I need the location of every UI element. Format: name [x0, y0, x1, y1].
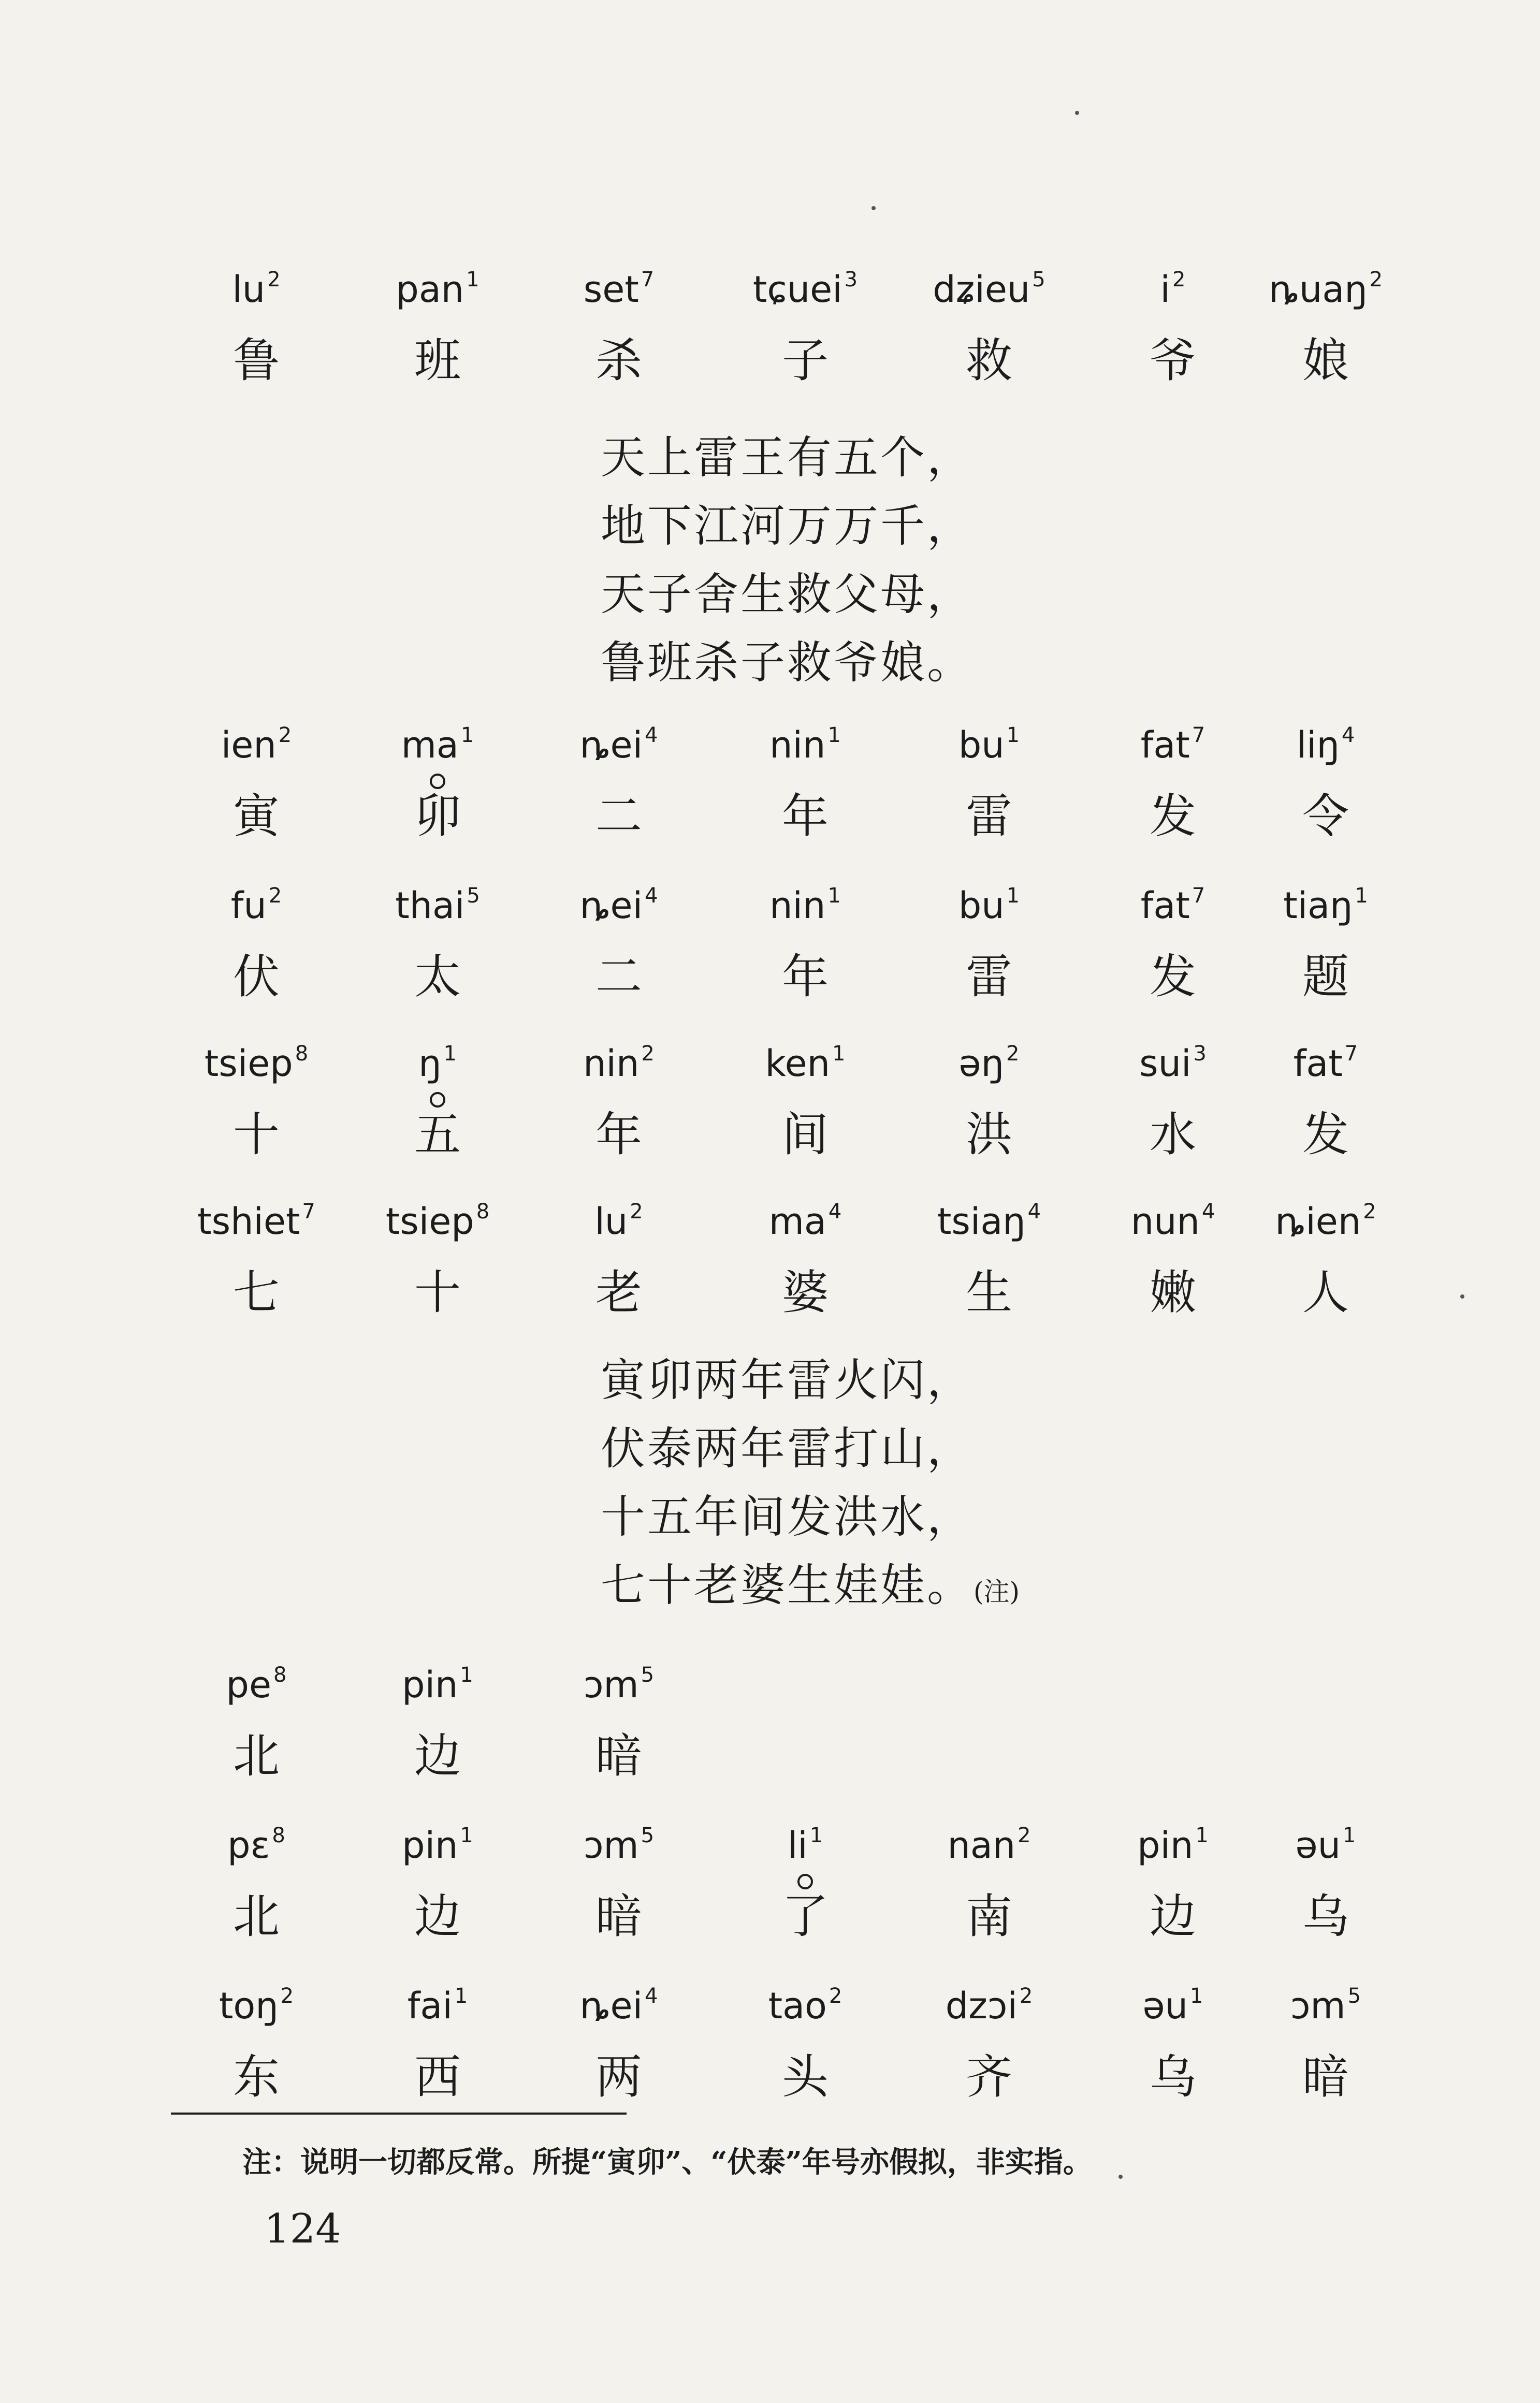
han-character [1302, 789, 1349, 843]
tone-number: 2 [280, 1984, 294, 2008]
han-character [414, 1889, 461, 1944]
han-character-text: 婆 [782, 1265, 829, 1320]
tone-number: 2 [1172, 268, 1186, 292]
tone-number: 1 [827, 723, 841, 747]
han-character-text: 班 [414, 333, 461, 388]
han-character-text: 西 [414, 2050, 461, 2104]
han-character [782, 1889, 829, 1944]
tone-number: 5 [1347, 1984, 1361, 2008]
note-marker: (注) [974, 1577, 1020, 1607]
tone-number: 1 [1342, 1824, 1356, 1847]
romanization-syllable: fu [230, 884, 267, 927]
romanization-syllable: tɕuei [752, 268, 842, 311]
han-character [595, 1108, 642, 1162]
han-character-text: 间 [782, 1108, 829, 1162]
romanization-syllable: tsiep [204, 1042, 293, 1085]
han-character-text: 人 [1302, 1265, 1349, 1320]
han-character-text: 十 [233, 1108, 280, 1162]
romanization-syllable: tshiet [197, 1200, 300, 1243]
tone-number: 7 [1192, 723, 1205, 747]
tone-number: 1 [454, 1984, 468, 2008]
han-character [233, 1729, 280, 1783]
han-character-text: 子 [782, 333, 829, 388]
romanization-syllable: tsiep [385, 1200, 474, 1243]
tone-number: 2 [1363, 1200, 1376, 1224]
han-character-text: 边 [414, 1729, 461, 1783]
han-character [966, 1889, 1012, 1944]
romanization-syllable: əu [1295, 1824, 1341, 1867]
han-character-text: 嫩 [1150, 1265, 1196, 1320]
romanization [933, 268, 1045, 311]
tone-number: 2 [641, 1042, 655, 1066]
han-character-text: 二 [595, 789, 642, 843]
han-character [414, 1729, 461, 1783]
han-character [233, 1265, 280, 1320]
han-character-text: 年 [782, 789, 829, 843]
romanization [1139, 1042, 1207, 1085]
han-character [966, 789, 1012, 843]
romanization [1140, 884, 1205, 927]
han-character [1302, 1108, 1349, 1162]
tone-number: 2 [1019, 1984, 1033, 2008]
romanization-syllable: ȵei [579, 724, 643, 766]
tone-number: 3 [1193, 1042, 1207, 1066]
romanization-syllable: pan [396, 268, 464, 311]
ring-mark-icon [430, 774, 445, 789]
romanization-syllable: ȵuaŋ [1268, 268, 1368, 311]
han-character-text: 乌 [1150, 2050, 1196, 2104]
tone-number: 7 [1192, 884, 1205, 908]
tone-number: 8 [295, 1042, 309, 1066]
han-character [782, 1108, 829, 1162]
romanization-syllable: sui [1139, 1042, 1192, 1085]
han-character [595, 2050, 642, 2104]
han-character-text: 杀 [595, 333, 642, 388]
han-character-text: 北 [233, 1889, 280, 1944]
han-character-text: 五 [414, 1108, 461, 1162]
han-character-text: 寅 [233, 789, 280, 843]
tone-number: 1 [1189, 1984, 1203, 2008]
romanization-syllable: nin [769, 724, 826, 766]
romanization [1142, 1984, 1203, 2027]
romanization [230, 884, 282, 927]
han-character-text: 令 [1302, 789, 1349, 843]
han-character-text: 十 [414, 1265, 461, 1320]
han-character [1302, 2050, 1349, 2104]
romanization [227, 1824, 285, 1867]
han-character-text: 救 [966, 333, 1012, 388]
romanization-syllable: tao [768, 1985, 827, 2027]
romanization-syllable: əu [1142, 1985, 1188, 2027]
romanization [594, 1200, 643, 1243]
tone-number: 5 [1032, 268, 1045, 292]
romanization [197, 1200, 315, 1243]
romanization-syllable: ȵei [579, 884, 643, 927]
romanization [958, 884, 1020, 927]
han-character-text: 伏 [233, 950, 280, 1004]
han-character [233, 950, 280, 1004]
han-character [414, 950, 461, 1004]
romanization-syllable: ɔm [583, 1664, 639, 1706]
verse-line: 伏泰两年雷打山， [601, 1423, 974, 1475]
romanization-syllable: pin [402, 1824, 458, 1867]
han-character [595, 950, 642, 1004]
romanization-syllable: nun [1130, 1200, 1200, 1243]
tone-number: 1 [827, 884, 841, 908]
tone-number: 2 [1018, 1824, 1031, 1847]
tone-number: 1 [1006, 723, 1020, 747]
han-character [595, 1889, 642, 1944]
romanization [579, 723, 658, 766]
tone-number: 7 [302, 1200, 315, 1224]
romanization-syllable: liŋ [1296, 724, 1340, 766]
han-character [1150, 950, 1196, 1004]
han-character-text: 水 [1150, 1108, 1196, 1162]
romanization [937, 1200, 1041, 1243]
romanization [787, 1824, 823, 1867]
romanization-syllable: dʑieu [933, 268, 1030, 311]
verse-line: 天子舍生救父母， [601, 569, 974, 620]
han-character [966, 333, 1012, 388]
paper-speck [1075, 111, 1079, 115]
han-character-text: 七 [233, 1265, 280, 1320]
romanization [204, 1042, 309, 1085]
verse-line: 天上雷王有五个， [601, 432, 974, 484]
han-character-text: 洪 [966, 1108, 1012, 1162]
romanization [395, 884, 480, 927]
han-character [233, 333, 280, 388]
romanization-syllable: ɔm [1290, 1985, 1346, 2027]
han-character-text: 二 [595, 950, 642, 1004]
tone-number: 2 [829, 1984, 842, 2008]
tone-number: 5 [641, 1824, 655, 1847]
romanization-syllable: bu [958, 724, 1005, 766]
han-character [966, 1108, 1012, 1162]
romanization [958, 723, 1020, 766]
romanization-syllable: thai [395, 884, 465, 927]
romanization [768, 1984, 842, 2027]
romanization-syllable: dzɔi [945, 1985, 1018, 2027]
tone-number: 1 [832, 1042, 846, 1066]
verse-stanza-2 [601, 1346, 1020, 1626]
han-character-text: 头 [782, 2050, 829, 2104]
footnote: 注：说明一切都反常。所提“寅卯”、“伏泰”年号亦假拟，非实指。 [242, 2145, 1092, 2179]
romanization [583, 268, 655, 311]
han-character [966, 950, 1012, 1004]
footnote-rule [171, 2113, 627, 2115]
han-character [414, 1265, 461, 1320]
han-character-text: 爷 [1150, 333, 1196, 388]
romanization [1140, 723, 1205, 766]
tone-number: 8 [272, 1824, 285, 1847]
romanization-syllable: ȵei [579, 1985, 643, 2027]
page-number: 124 [264, 2206, 341, 2252]
romanization [407, 1984, 468, 2027]
romanization-syllable: ɔm [583, 1824, 639, 1867]
han-character [782, 2050, 829, 2104]
verse-line: 十五年间发洪水， [601, 1491, 974, 1543]
verse-line [601, 1551, 1020, 1626]
tone-number: 2 [278, 723, 292, 747]
tone-number: 4 [645, 1984, 658, 2008]
han-character [782, 789, 829, 843]
romanization [579, 1984, 658, 2027]
tone-number: 7 [1344, 1042, 1358, 1066]
romanization [583, 1824, 655, 1867]
romanization-syllable: fat [1140, 884, 1190, 927]
romanization [402, 1663, 473, 1706]
romanization-syllable: nan [947, 1824, 1016, 1867]
romanization-syllable: ma [768, 1200, 826, 1243]
romanization-syllable: pɛ [227, 1824, 270, 1867]
han-character [1302, 1889, 1349, 1944]
romanization-syllable: bu [958, 884, 1005, 927]
romanization [583, 1042, 655, 1085]
tone-number: 4 [1027, 1200, 1041, 1224]
han-character [1302, 333, 1349, 388]
han-character [1150, 789, 1196, 843]
tone-number: 1 [1355, 884, 1368, 908]
han-character-text: 乌 [1302, 1889, 1349, 1944]
tone-number: 2 [267, 268, 281, 292]
tone-number: 1 [460, 723, 474, 747]
han-character-text: 题 [1302, 950, 1349, 1004]
romanization [402, 1824, 473, 1867]
tone-number: 8 [273, 1663, 287, 1687]
romanization-syllable: ken [765, 1042, 831, 1085]
romanization-syllable: fat [1140, 724, 1190, 766]
romanization-syllable: fat [1293, 1042, 1343, 1085]
han-character-text: 边 [414, 1889, 461, 1944]
han-character [414, 789, 461, 843]
romanization-syllable: ma [401, 724, 459, 766]
han-character [782, 1265, 829, 1320]
romanization-syllable: ŋ [418, 1042, 442, 1085]
han-character-text: 发 [1150, 950, 1196, 1004]
verse-line-text: 七十老婆生娃娃。 [601, 1560, 974, 1611]
han-character-text: 发 [1302, 1108, 1349, 1162]
romanization-syllable: əŋ [958, 1042, 1004, 1085]
han-character [414, 1108, 461, 1162]
romanization [1130, 1200, 1215, 1243]
han-character-text: 鲁 [233, 333, 280, 388]
romanization [221, 723, 292, 766]
romanization [579, 884, 658, 927]
romanization-syllable: lu [594, 1200, 628, 1243]
han-character [233, 1108, 280, 1162]
han-character-text: 雷 [966, 950, 1012, 1004]
romanization-syllable: tsiaŋ [937, 1200, 1026, 1243]
han-character [1150, 2050, 1196, 2104]
romanization [769, 884, 841, 927]
han-character [1302, 950, 1349, 1004]
han-character [1150, 1108, 1196, 1162]
han-character-text: 边 [1150, 1889, 1196, 1944]
tone-number: 4 [645, 884, 658, 908]
romanization-syllable: i [1160, 268, 1170, 311]
han-character [1150, 1265, 1196, 1320]
ring-mark-icon [797, 1874, 813, 1889]
han-character [595, 789, 642, 843]
romanization-syllable: tiaŋ [1283, 884, 1353, 927]
han-character-text: 暗 [595, 1729, 642, 1783]
tone-number: 2 [630, 1200, 643, 1224]
han-character-text: 东 [233, 2050, 280, 2104]
romanization [1293, 1042, 1358, 1085]
han-character [233, 1889, 280, 1944]
han-character-text: 暗 [595, 1889, 642, 1944]
romanization [385, 1200, 490, 1243]
romanization [1137, 1824, 1209, 1867]
tone-number: 1 [443, 1042, 457, 1066]
tone-number: 1 [1006, 884, 1020, 908]
romanization [1275, 1200, 1376, 1243]
han-character-text: 北 [233, 1729, 280, 1783]
romanization [768, 1200, 842, 1243]
han-character-text: 卯 [414, 789, 461, 843]
verse-line: 鲁班杀子救爷娘。 [601, 637, 974, 689]
tone-number: 1 [1195, 1824, 1209, 1847]
han-character-text: 年 [595, 1108, 642, 1162]
romanization [945, 1984, 1033, 2027]
han-character-text: 娘 [1302, 333, 1349, 388]
romanization [418, 1042, 457, 1085]
han-character [782, 950, 829, 1004]
han-character-text: 生 [966, 1265, 1012, 1320]
han-character-text: 老 [595, 1265, 642, 1320]
romanization-syllable: set [583, 268, 639, 311]
romanization-syllable: li [787, 1824, 808, 1867]
han-character [414, 2050, 461, 2104]
romanization [1160, 268, 1186, 311]
han-character [1302, 1265, 1349, 1320]
romanization-syllable: ȵien [1275, 1200, 1361, 1243]
tone-number: 1 [466, 268, 480, 292]
tone-number: 4 [1201, 1200, 1215, 1224]
romanization-syllable: fai [407, 1985, 453, 2027]
romanization [1295, 1824, 1356, 1867]
han-character [595, 1729, 642, 1783]
han-character-text: 暗 [1302, 2050, 1349, 2104]
tone-number: 1 [809, 1824, 823, 1847]
romanization [1268, 268, 1383, 311]
romanization [769, 723, 841, 766]
tone-number: 5 [641, 1663, 655, 1687]
han-character [233, 789, 280, 843]
han-character-text: 齐 [966, 2050, 1012, 2104]
romanization [765, 1042, 846, 1085]
romanization-syllable: pe [226, 1664, 272, 1706]
han-character [595, 1265, 642, 1320]
tone-number: 1 [460, 1663, 473, 1687]
romanization [226, 1663, 287, 1706]
romanization [583, 1663, 655, 1706]
romanization-syllable: ien [221, 724, 277, 766]
romanization [752, 268, 858, 311]
paper-speck [871, 206, 876, 210]
han-character-text: 两 [595, 2050, 642, 2104]
romanization [1296, 723, 1355, 766]
tone-number: 5 [467, 884, 480, 908]
romanization [1283, 884, 1368, 927]
romanization-syllable: pin [1137, 1824, 1194, 1867]
romanization-syllable: lu [232, 268, 266, 311]
han-character [966, 2050, 1012, 2104]
verse-line: 寅卯两年雷火闪， [601, 1355, 974, 1406]
han-character [414, 333, 461, 388]
verse-line: 地下江河万万千， [601, 500, 974, 552]
han-character [966, 1265, 1012, 1320]
tone-number: 2 [268, 884, 282, 908]
tone-number: 1 [460, 1824, 473, 1847]
romanization [396, 268, 480, 311]
han-character-text: 发 [1150, 789, 1196, 843]
romanization [1290, 1984, 1361, 2027]
paper-speck [1460, 1294, 1464, 1299]
tone-number: 7 [641, 268, 655, 292]
tone-number: 4 [1341, 723, 1355, 747]
romanization-syllable: pin [402, 1664, 458, 1706]
han-character-text: 了 [782, 1889, 829, 1944]
paper-speck [1118, 2175, 1123, 2179]
tone-number: 2 [1369, 268, 1383, 292]
romanization [401, 723, 474, 766]
ring-mark-icon [430, 1092, 445, 1108]
tone-number: 4 [828, 1200, 842, 1224]
romanization [219, 1984, 294, 2027]
han-character [1150, 333, 1196, 388]
han-character [1150, 1889, 1196, 1944]
romanization [232, 268, 281, 311]
romanization [947, 1824, 1031, 1867]
han-character-text: 年 [782, 950, 829, 1004]
tone-number: 3 [844, 268, 858, 292]
romanization-syllable: nin [769, 884, 826, 927]
han-character-text: 雷 [966, 789, 1012, 843]
han-character [782, 333, 829, 388]
romanization [958, 1042, 1020, 1085]
han-character-text: 南 [966, 1889, 1012, 1944]
romanization-syllable: nin [583, 1042, 640, 1085]
han-character-text: 太 [414, 950, 461, 1004]
tone-number: 2 [1006, 1042, 1020, 1066]
tone-number: 8 [476, 1200, 490, 1224]
han-character [233, 2050, 280, 2104]
han-character [595, 333, 642, 388]
romanization-syllable: toŋ [219, 1985, 279, 2027]
tone-number: 4 [645, 723, 658, 747]
verse-stanza-1 [601, 424, 974, 697]
